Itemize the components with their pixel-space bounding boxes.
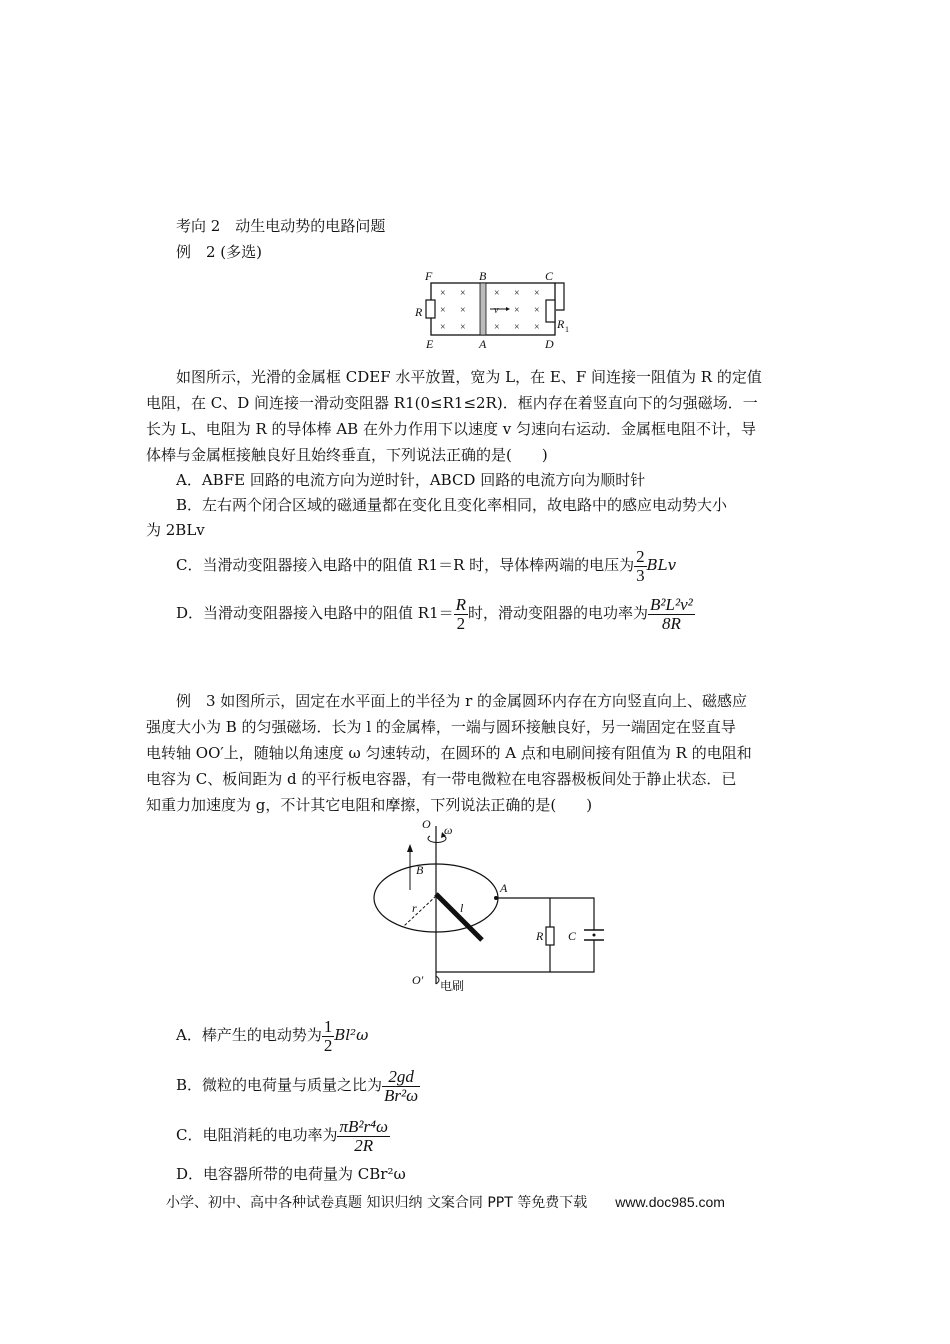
frac-den: 2 xyxy=(323,1035,333,1055)
footer-text: 小学、初中、高中各种试卷真题 知识归纳 文案合同 PPT 等免费下载 xyxy=(166,1195,588,1211)
example2-stem-line-2: 电阻，在 C、D 间连接一滑动变阻器 R1(0≤R1≤2R)．框内存在着竖直向下的匀强磁场．一 xyxy=(146,394,758,412)
example2-option-d xyxy=(176,592,695,634)
example3-stem-line-4: 电容为 C、板间距为 d 的平行板电容器，有一带电微粒在电容器极板间处于静止状态．已 xyxy=(146,770,737,788)
option-b-fraction xyxy=(382,1068,420,1105)
label-O-prime: O′ xyxy=(412,973,424,987)
example2-stem-line-4: 体棒与金属框接触良好且始终垂直，下列说法正确的是( ) xyxy=(146,446,548,464)
page-footer xyxy=(166,1192,725,1212)
label-brush: 电刷 xyxy=(440,979,465,993)
example3-ring-figure xyxy=(360,812,620,994)
option-d-fraction-2 xyxy=(648,596,695,633)
example2-circuit-figure xyxy=(410,266,580,352)
velocity-label: v xyxy=(494,305,499,316)
option-c-fraction xyxy=(634,548,647,585)
option-c-fraction xyxy=(337,1118,390,1155)
frac-den: Br²ω xyxy=(384,1085,419,1105)
frac-den: 3 xyxy=(636,565,645,585)
example3-option-d: D．电容器所带的电荷量为 CBr²ω xyxy=(176,1165,406,1183)
example3-stem-line-2: 强度大小为 B 的匀强磁场．长为 l 的金属棒，一端与圆环接触良好，另一端固定在竖直导 xyxy=(146,718,736,736)
svg-text:×: × xyxy=(534,305,540,316)
example3-stem-line-5: 知重力加速度为 g，不计其它电阻和摩擦，下列说法正确的是( ) xyxy=(146,796,593,814)
svg-text:×: × xyxy=(514,322,520,333)
example3-stem-line-1: 例 3 如图所示，固定在水平面上的半径为 r 的金属圆环内存在方向竖直向上、磁感应 xyxy=(176,692,748,710)
example2-option-a: A．ABFE 回路的电流方向为逆时针，ABCD 回路的电流方向为顺时针 xyxy=(176,471,646,489)
label-E: E xyxy=(426,337,434,351)
frac-num: 2gd xyxy=(388,1066,414,1086)
label-R: R xyxy=(415,305,423,319)
svg-text:×: × xyxy=(534,322,540,333)
svg-text:×: × xyxy=(494,288,500,299)
label-R1: R xyxy=(557,317,565,331)
example2-stem-line-3: 长为 L、电阻为 R 的导体棒 AB 在外力作用下以速度 v 匀速向右运动．金属框电阻不计，导 xyxy=(146,420,756,438)
svg-text:×: × xyxy=(460,305,466,316)
frac-num: 1 xyxy=(323,1016,333,1036)
example2-option-b-line-1: B．左右两个闭合区域的磁通量都在变化且变化率相同，故电路中的感应电动势大小 xyxy=(176,496,728,514)
option-d-fraction-1 xyxy=(454,596,468,633)
footer-link[interactable]: www.doc985.com xyxy=(615,1194,725,1210)
example3-option-b xyxy=(176,1064,420,1106)
svg-text:×: × xyxy=(494,322,500,333)
label-B: B xyxy=(479,269,487,283)
svg-text:×: × xyxy=(514,305,520,316)
option-b-text: B．微粒的电荷量与质量之比为 xyxy=(176,1076,383,1094)
label-A: A xyxy=(479,337,487,351)
svg-text:×: × xyxy=(440,322,446,333)
label-C-capacitor: C xyxy=(568,929,577,943)
option-c-text: C．电阻消耗的电功率为 xyxy=(176,1126,338,1144)
frac-num: 2 xyxy=(636,546,645,566)
label-O: O xyxy=(422,817,431,831)
frac-den: 2 xyxy=(454,614,468,633)
label-C: C xyxy=(545,269,554,283)
label-omega: ω xyxy=(444,823,453,837)
example2-option-b-line-2: 为 2BLv xyxy=(146,521,205,539)
frac-den: 2R xyxy=(337,1136,390,1155)
label-F: F xyxy=(425,269,433,283)
svg-text:×: × xyxy=(460,288,466,299)
example2-stem-line-1: 如图所示，光滑的金属框 CDEF 水平放置，宽为 L，在 E、F 间连接一阻值为 R 的定值 xyxy=(176,368,762,386)
svg-text:×: × xyxy=(534,288,540,299)
label-A-point: A xyxy=(500,881,508,895)
example2-label: 例 2 (多选) xyxy=(176,243,263,261)
option-a-text: A．棒产生的电动势为 xyxy=(176,1026,322,1044)
option-c-text: C．当滑动变阻器接入电路中的阻值 R1＝R 时，导体棒两端的电压为 xyxy=(176,556,635,574)
label-r: r xyxy=(412,901,417,915)
example3-stem-line-3: 电转轴 OO′上，随轴以角速度 ω 匀速转动，在圆环的 A 点和电刷间接有阻值为 R 的电阻和 xyxy=(146,744,752,762)
option-d-mid: 时，滑动变阻器的电功率为 xyxy=(468,604,649,622)
svg-text:×: × xyxy=(440,288,446,299)
label-D: D xyxy=(545,337,554,351)
example2-option-c xyxy=(176,545,676,585)
option-a-tail: Bl²ω xyxy=(334,1026,369,1044)
frac-num: B²L²v² xyxy=(650,594,693,614)
svg-text:×: × xyxy=(514,288,520,299)
svg-text:×: × xyxy=(460,322,466,333)
label-R-resistor: R xyxy=(536,929,544,943)
section-title: 考向 2 动生电动势的电路问题 xyxy=(176,217,386,235)
frac-num: R xyxy=(455,594,467,614)
label-B-field: B xyxy=(416,863,424,877)
frac-num: πB²r⁴ω xyxy=(339,1116,389,1136)
option-d-text: D．当滑动变阻器接入电路中的阻值 R1＝ xyxy=(176,604,454,622)
frac-den: 8R xyxy=(648,614,695,633)
example3-option-a xyxy=(176,1014,368,1056)
example3-option-c xyxy=(176,1114,390,1156)
option-c-tail: BLv xyxy=(646,556,677,574)
option-a-fraction xyxy=(322,1018,335,1055)
label-l: l xyxy=(460,901,464,915)
svg-text:×: × xyxy=(440,305,446,316)
label-R1-sub: 1 xyxy=(565,325,569,334)
